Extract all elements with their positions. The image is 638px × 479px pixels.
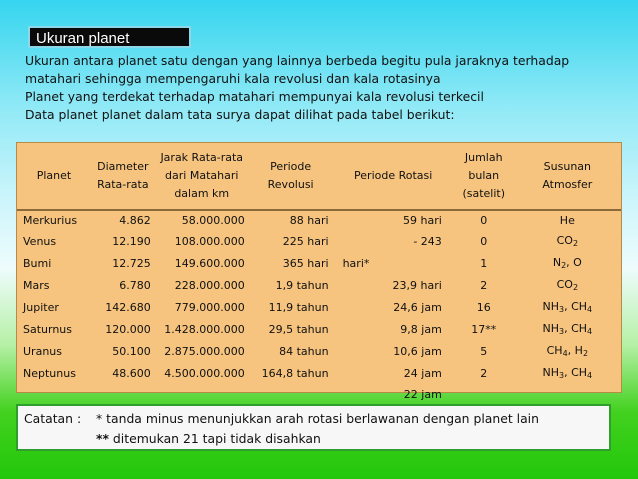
cell-bulan [454,385,514,405]
header-planet: Planet [36,169,72,182]
intro-line: Ukuran antara planet satu dengan yang lainnya berbeda begitu pula jaraknya terhadap [25,53,570,68]
header-jarak: Jarak Rata-rata dari Matahari dalam km [160,151,244,200]
cell-rotasi: - 243 [413,235,442,248]
cell-atmosfer: $NH_3$, $CH_4$ [542,321,593,336]
cell-rotasi: 22 jam [403,387,442,401]
cell-revolusi: 164,8 tahun [261,367,329,380]
table-row [17,231,621,253]
table-row [17,363,621,385]
cell-planet: Mars [23,279,50,292]
cell-revolusi: 11,9 tahun [268,301,329,314]
table-row [17,319,621,341]
intro-line: Data planet planet dalam tata surya dapat dilihat pada tabel berikut: [25,107,455,122]
cell-atmosfer: $NH_3$, $CH_4$ [542,299,593,314]
cell-jarak: 779.000.000 [174,301,245,314]
cell-atmosfer: $NH_3$, $CH_4$ [542,365,593,380]
note-box [16,404,611,451]
cell-diameter: 142.680 [105,301,151,314]
intro-text [25,52,625,124]
cell-atmosfer: He [559,214,575,228]
cell-bulan: 5 [480,345,488,358]
note-label: Catatan : [24,411,82,426]
cell-planet: Uranus [23,345,62,358]
cell-bulan: 2 [480,367,488,380]
cell-revolusi: 88 hari [289,214,329,228]
cell-rotasi: 9,8 jam [400,323,442,336]
cell-bulan: 16 [476,301,491,314]
header-rotasi: Periode Rotasi [354,169,433,182]
cell-atmosfer [514,385,621,405]
cell-atmosfer: $CO_2$ [556,233,579,248]
header-atmosfer: Susunan Atmosfer [542,160,593,191]
table-row [17,341,621,363]
table-header-row [17,143,621,210]
cell-revolusi [249,385,333,405]
table-row [17,385,621,405]
cell-jarak [155,385,249,405]
cell-jarak: 228.000.000 [174,279,245,292]
header-revolusi: Periode Revolusi [267,160,314,191]
cell-revolusi: 365 hari [282,257,329,270]
cell-planet: Jupiter [23,301,59,314]
cell-atmosfer: $CH_4$, $H_2$ [546,343,589,358]
cell-jarak: 58.000.000 [181,214,245,228]
cell-jarak: 108.000.000 [174,235,245,248]
table-row [17,297,621,319]
cell-jarak: 149.600.000 [174,257,245,270]
cell-bulan: 17** [471,323,497,336]
cell-revolusi: 1,9 tahun [275,279,329,292]
note-line-2: ** ditemukan 21 tapi tidak disahkan [96,431,321,446]
cell-diameter: 6.780 [119,279,151,292]
cell-diameter: 12.725 [112,257,151,270]
table-row [17,253,621,275]
planet-table [16,142,622,401]
table-row [17,210,621,231]
cell-bulan: 0 [480,214,488,228]
cell-diameter: 12.190 [112,235,151,248]
cell-planet: Venus [23,235,57,248]
cell-diameter: 50.100 [112,345,151,358]
cell-jarak: 4.500.000.000 [164,367,245,380]
cell-diameter [91,385,155,405]
cell-bulan: 2 [480,279,488,292]
cell-rotasi: 10,6 jam [393,345,442,358]
cell-atmosfer: $CO_2$ [556,277,579,292]
cell-planet: Merkurius [23,214,78,228]
table-row [17,275,621,297]
cell-revolusi: 29,5 tahun [268,323,329,336]
cell-revolusi: 84 tahun [279,345,329,358]
cell-atmosfer: $N_2$, O [552,255,582,270]
cell-rotasi: 24 jam [403,367,442,380]
cell-revolusi: 225 hari [282,235,329,248]
cell-diameter: 120.000 [105,323,151,336]
cell-bulan: 1 [480,257,488,270]
intro-line: Planet yang terdekat terhadap matahari mempunyai kala revolusi terkecil [25,89,484,104]
cell-jarak: 1.428.000.000 [164,323,245,336]
cell-jarak: 2.875.000.000 [164,345,245,358]
cell-rotasi: 24,6 jam [393,301,442,314]
page-title: Ukuran planet [28,26,191,48]
cell-planet: Bumi [23,257,52,270]
cell-planet: Saturnus [23,323,73,336]
cell-planet [17,385,91,405]
cell-rotasi: 59 hari [403,214,442,228]
intro-line: matahari sehingga mempengaruhi kala revolusi dan kala rotasinya [25,71,441,86]
note-line-1: * tanda minus menunjukkan arah rotasi berlawanan dengan planet lain [96,411,539,426]
cell-diameter: 48.600 [112,367,151,380]
cell-planet: Neptunus [23,367,76,380]
cell-rotasi: hari* [342,257,370,270]
cell-diameter: 4.862 [119,214,151,228]
cell-bulan: 0 [480,235,488,248]
header-diameter: Diameter Rata-rata [97,160,149,191]
cell-rotasi: 23,9 hari [392,279,442,292]
header-bulan: Jumlah bulan (satelit) [462,151,505,200]
